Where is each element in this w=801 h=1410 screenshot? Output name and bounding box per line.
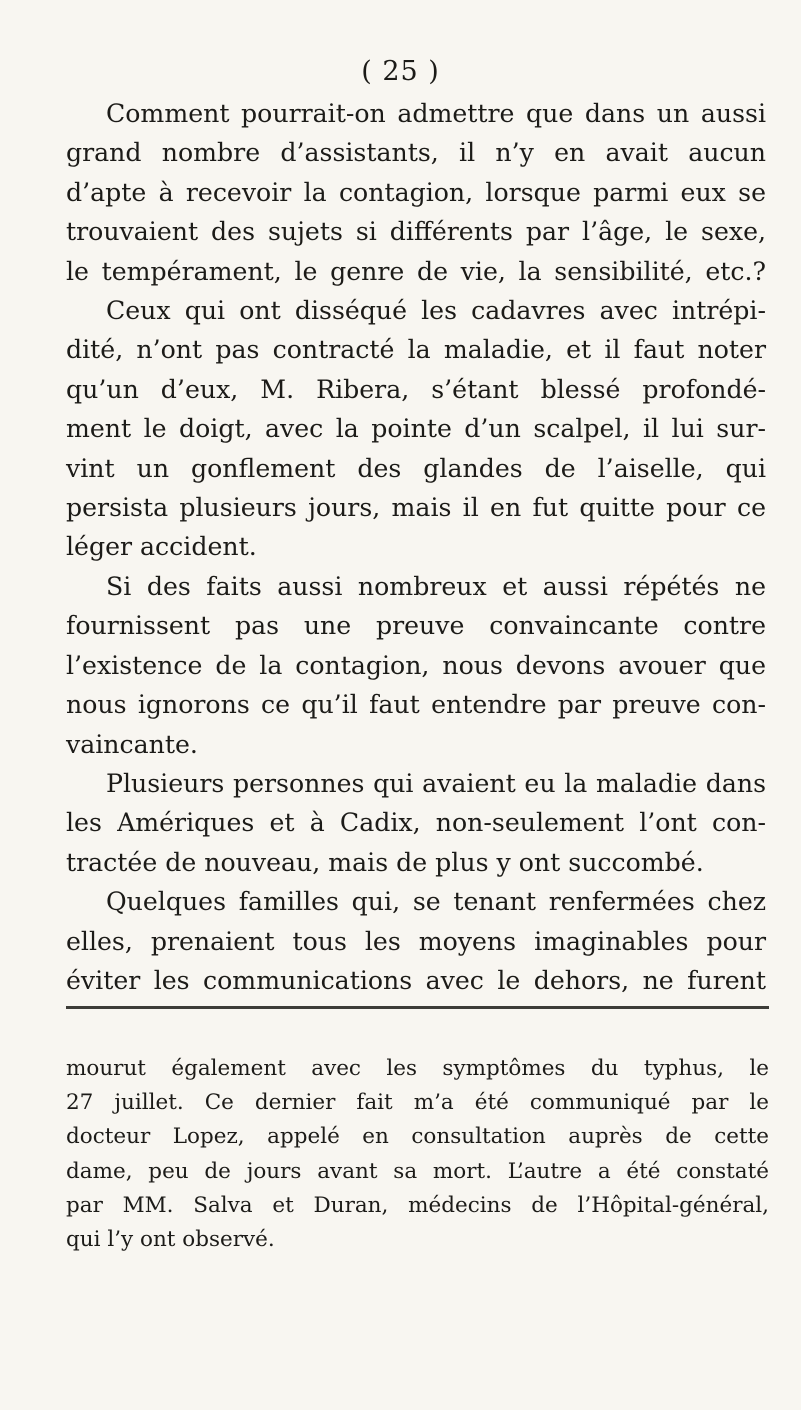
text-line: l’existence de la contagion, nous devons avouer que bbox=[66, 650, 766, 680]
footnote-line: 27 juillet. Ce dernier fait m’a été communiqué par le bbox=[66, 1090, 769, 1116]
text-line: qu’un d’eux, M. Ribera, s’étant blessé profondé- bbox=[66, 374, 766, 404]
text-line: trouvaient des sujets si différents par l’âge, le sexe, bbox=[66, 217, 766, 247]
text-line: vint un gonflement des glandes de l’aiselle, qui bbox=[66, 453, 766, 483]
footnote-line: dame, peu de jours avant sa mort. L’autre a été constaté bbox=[66, 1158, 769, 1184]
footnote-divider bbox=[66, 1006, 769, 1009]
text-line: tractée de nouveau, mais de plus y ont succombé. bbox=[66, 847, 704, 877]
text-line: persista plusieurs jours, mais il en fut quitte pour ce bbox=[66, 493, 766, 523]
text-line: éviter les communications avec le dehors, ne furent bbox=[66, 965, 766, 995]
footnote bbox=[66, 1052, 769, 1257]
footnote-line: qui l’y ont observé. bbox=[66, 1227, 275, 1253]
text-line: fournissent pas une preuve convaincante contre bbox=[66, 611, 766, 641]
text-line: ment le doigt, avec la pointe d’un scalpel, il lui sur- bbox=[66, 414, 766, 444]
text-line: dité, n’ont pas contracté la maladie, et il faut noter bbox=[66, 335, 766, 365]
main-text bbox=[66, 94, 766, 1000]
text-line: elles, prenaient tous les moyens imaginables pour bbox=[66, 926, 766, 956]
footnote-line: mourut également avec les symptômes du typhus, le bbox=[66, 1056, 769, 1081]
text-line: Quelques familles qui, se tenant renfermées chez bbox=[106, 887, 766, 917]
text-line: léger accident. bbox=[66, 532, 257, 562]
footnote-line: par MM. Salva et Duran, médecins de l’Hôpital-général, bbox=[66, 1192, 769, 1218]
text-line: les Amériques et à Cadix, non-seulement l’ont con- bbox=[66, 808, 766, 838]
text-line: Ceux qui ont disséqué les cadavres avec intrépi- bbox=[106, 296, 766, 326]
text-line: Comment pourrait-on admettre que dans un aussi bbox=[106, 99, 766, 128]
text-line: Si des faits aussi nombreux et aussi répétés ne bbox=[106, 571, 766, 601]
text-line: le tempérament, le genre de vie, la sensibilité, etc.? bbox=[66, 256, 766, 286]
text-line: grand nombre d’assistants, il n’y en avait aucun bbox=[66, 138, 766, 168]
text-line: d’apte à recevoir la contagion, lorsque parmi eux se bbox=[66, 177, 766, 207]
footnote-line: docteur Lopez, appelé en consultation auprès de cette bbox=[66, 1124, 769, 1150]
page-number: ( 25 ) bbox=[361, 56, 440, 87]
text-line: Plusieurs personnes qui avaient eu la maladie dans bbox=[106, 768, 766, 798]
text-line: vaincante. bbox=[66, 729, 198, 759]
text-line: nous ignorons ce qu’il faut entendre par preuve con- bbox=[66, 690, 766, 720]
